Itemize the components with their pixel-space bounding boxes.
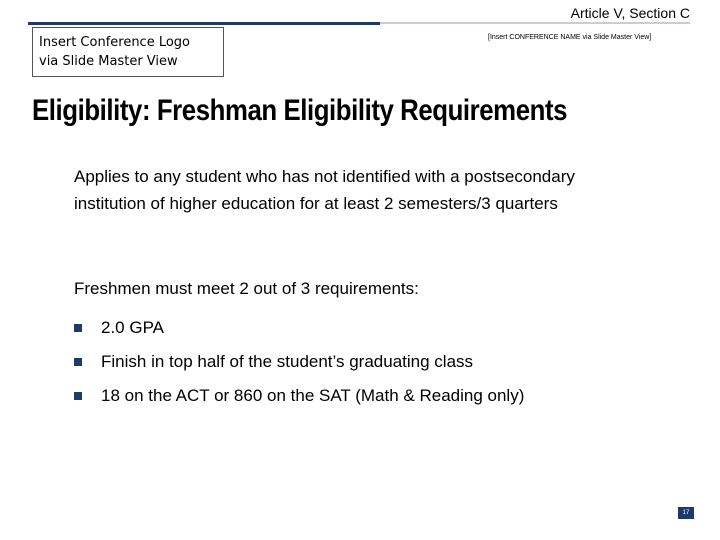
logo-placeholder-line2: via Slide Master View xyxy=(39,54,178,69)
requirement-text: Finish in top half of the student’s graduating class xyxy=(101,352,474,371)
logo-placeholder-line1: Insert Conference Logo xyxy=(39,35,191,50)
square-bullet-icon xyxy=(74,324,82,332)
logo-placeholder xyxy=(32,27,224,77)
section-label: Article V, Section C xyxy=(570,5,690,21)
list-item xyxy=(74,345,524,379)
slide-title: Eligibility: Freshman Eligibility Requirements xyxy=(32,94,568,127)
square-bullet-icon xyxy=(74,392,82,400)
header-rule-accent xyxy=(28,22,380,25)
requirement-text: 18 on the ACT or 860 on the SAT (Math & Reading only) xyxy=(101,386,525,405)
requirements-list xyxy=(74,311,524,413)
conference-name: [Insert CONFERENCE NAME via Slide Master View] xyxy=(488,34,652,41)
list-item xyxy=(74,311,524,345)
intro-text: Applies to any student who has not identified with a postsecondary institution of higher education for at least 2 semesters/3 quarters xyxy=(74,167,575,213)
requirements-intro: Freshmen must meet 2 out of 3 requirements: xyxy=(74,279,419,298)
page-number: 17 xyxy=(678,507,694,519)
square-bullet-icon xyxy=(74,358,82,366)
requirement-text: 2.0 GPA xyxy=(101,318,164,337)
list-item xyxy=(74,379,524,413)
